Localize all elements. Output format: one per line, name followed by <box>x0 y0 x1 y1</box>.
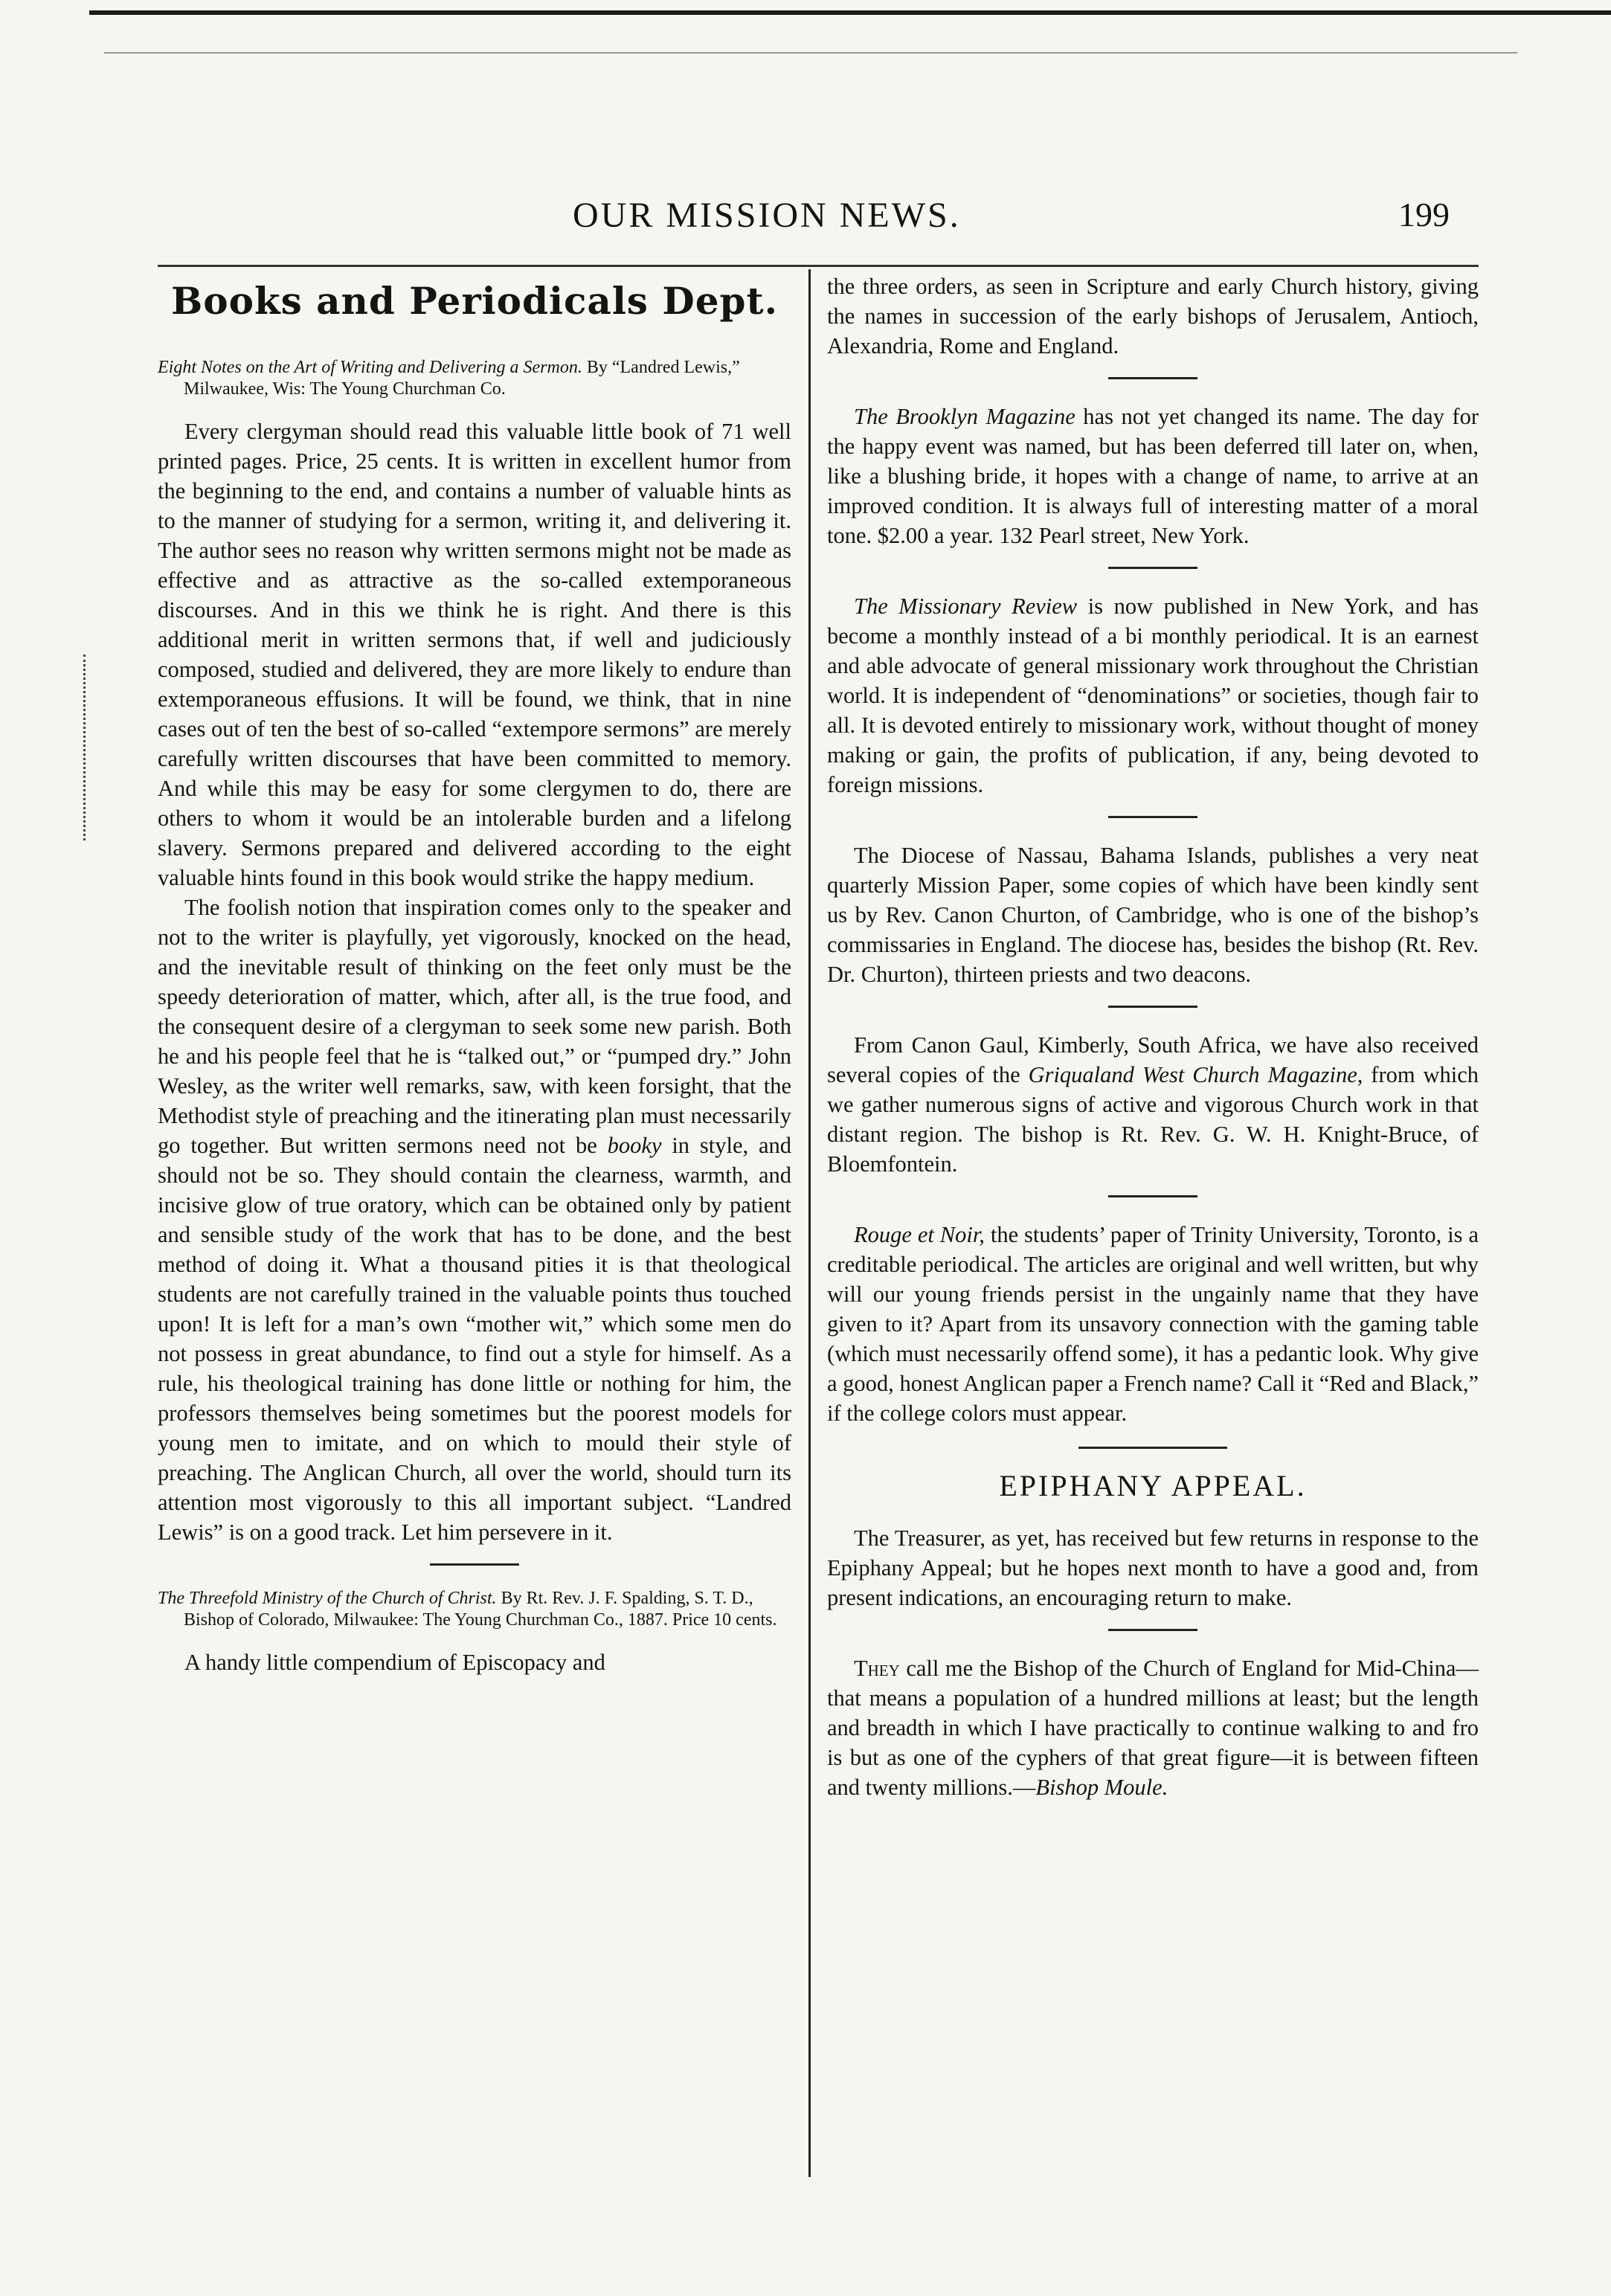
review1-para2 <box>158 893 791 1547</box>
epiphany-text: The Treasurer, as yet, has received but few returns in response to the Epiphany Appeal; but he hopes next month to have a good and, from present indications, an encouraging return to make. <box>827 1525 1479 1610</box>
griqualand-note <box>827 1030 1479 1179</box>
griqualand-text-before: From Canon Gaul, Kimberly, South Africa, we have also received several copies of the <box>827 1032 1479 1087</box>
moule-text: call me the Bishop of the Church of England for Mid-China—that means a population of a hundred millions at least; but the length and breadth in which I have practically to continue walking to and fro is but as one of the cyphers of that great figure—it is between fifteen and twenty millions.— <box>827 1656 1479 1800</box>
separator <box>430 1563 519 1566</box>
running-head <box>0 195 1611 247</box>
review2-continuation: the three orders, as seen in Scripture and early Church history, giving the names in succession of the early bishops of Jerusalem, Antioch, Alexandria, Rome and England. <box>827 274 1479 358</box>
review1-para2-b: in style, and should not be so. They should contain the clearness, warmth, and incisive glow of true oratory, which can be obtained only by patient and sensible study of the work that has to be done, and the best method of doing it. What a thousand pities it is that theological students are not carefully trained in the valuable points thus touched upon! It is left for a man’s own “mother wit,” which some men do not possess in great abundance, to find out a style for himself. As a rule, his theological training has done little or nothing for him, the professors themselves being sometimes but the poorest models for young men to imitate, and on which to mould their style of preaching. The Anglican Church, all over the world, should turn its attention most vigorously to this all important subject. “Landred Lewis” is on a good track. Let him persevere in it. <box>158 1133 792 1545</box>
review2-para-start: A handy little compendium of Episcopacy and <box>184 1650 605 1675</box>
review2-citation-title: The Threefold Ministry of the Church of Christ. <box>158 1589 497 1608</box>
top-border-rule <box>89 10 1611 15</box>
moule-signature: Bishop Moule. <box>1035 1775 1168 1800</box>
separator <box>1108 1195 1197 1197</box>
brooklyn-title: The Brooklyn Magazine <box>854 404 1075 429</box>
column-divider <box>808 269 811 2177</box>
review1-para1: Every clergyman should read this valuable little book of 71 well printed pages. Price, 25 cents. It is written in excellent humor from the beginning to the end, and contains a number of valuable hints as to the manner of studying for a sermon, writing it, and delivering it. The author sees no reason why written sermons might not be made as effective and as attractive as the so-called extemporaneous discourses. And in this we think he is right. And there is this additional merit in written sermons that, if well and judiciously composed, studied and delivered, they are more likely to endure than extemporaneous effusions. It will be found, we think, that in nine cases out of ten the best of so-called “extempore sermons” are merely carefully written discourses that have been committed to memory. And while this may be easy for some clergymen to do, there are others to whom it would be an intolerable burden and a lifelong slavery. Sermons prepared and delivered according to the eight valuable hints found in this book would strike the happy medium. <box>158 419 791 890</box>
right-column <box>827 271 1479 1802</box>
missionary-note <box>827 591 1479 800</box>
left-column <box>158 271 791 1677</box>
epiphany-heading: EPIPHANY APPEAL. <box>999 1469 1307 1502</box>
review2-citation <box>158 1588 791 1631</box>
missionary-text: is now published in New York, and has become a monthly instead of a bi monthly periodical. It is an earnest and able advocate of general missionary work throughout the Christian world. It is independent of “denominations” or societies, though fair to all. It is devoted entirely to missionary work, without thought of money making or gain, the profits of publication, if any, being devoted to foreign missions. <box>827 594 1479 797</box>
brooklyn-note <box>827 402 1479 550</box>
moule-quote <box>827 1653 1479 1802</box>
separator <box>1108 816 1197 818</box>
separator <box>1108 1006 1197 1008</box>
review1-citation-rest: By “Landred Lewis,” Milwaukee, Wis: The Young Churchman Co. <box>184 358 740 399</box>
running-title: OUR MISSION NEWS. <box>573 196 961 235</box>
griqualand-text-after: from which we gather numerous signs of active and vigorous Church work in that distant region. The bishop is Rt. Rev. G. W. H. Knight-Bruce, of Bloemfontein. <box>827 1062 1479 1177</box>
review1-para2-a: The foolish notion that inspiration comes only to the speaker and not to the writer is playfully, yet vigorously, knocked on the head, and the inevitable result of thinking on the feet only must be the speedy deterioration of matter, which, after all, is the true food, and the consequent desire of a clergyman to seek some new parish. Both he and his people feel that he is “talked out,” or “pumped dry.” John Wesley, as the writer well remarks, saw, with keen forsight, that the Methodist style of preaching and the itinerating plan must necessarily go together. But written sermons need not be <box>158 895 791 1158</box>
review1-citation <box>158 357 791 400</box>
rouge-title: Rouge et Noir, <box>854 1222 985 1247</box>
griqualand-title: Griqualand West Church Magazine, <box>1028 1062 1363 1087</box>
rouge-note <box>827 1220 1479 1428</box>
rouge-text: the students’ paper of Trinity University, Toronto, is a creditable periodical. The articles are original and well written, but why will our young friends persist in the ungainly name that they have given to it? Apart from its unsavory connection with the gaming table (which must necessarily offend some), it has a pedantic look. Why give a good, honest Anglican paper a French name? Call it “Red and Black,” if the college colors must appear. <box>827 1222 1479 1426</box>
brooklyn-text: has not yet changed its name. The day for the happy event was named, but has been deferred till later on, when, like a blushing bride, it hopes with a change of name, to arrive at an improved condition. It is always full of interesting matter of a moral tone. $2.00 a year. 132 Pearl street, New York. <box>827 404 1479 548</box>
review2-citation-rest: By Rt. Rev. J. F. Spalding, S. T. D., Bishop of Colorado, Milwaukee: The Young Churchman Co., 1887. Price 10 cents. <box>184 1589 777 1630</box>
margin-mark <box>83 655 90 840</box>
review1-para2-italic: booky <box>607 1133 662 1158</box>
separator <box>1078 1447 1227 1449</box>
review1-citation-title: Eight Notes on the Art of Writing and Delivering a Sermon. <box>158 358 582 377</box>
header-rule <box>158 265 1479 267</box>
missionary-title: The Missionary Review <box>854 594 1078 619</box>
section-heading: Books and Periodicals Dept. <box>170 279 778 323</box>
separator <box>1108 1629 1197 1631</box>
separator <box>1108 377 1197 379</box>
top-faint-rule <box>104 52 1517 54</box>
nassau-note: The Diocese of Nassau, Bahama Islands, publishes a very neat quarterly Mission Paper, some copies of which have been kindly sent us by Rev. Canon Churton, of Cambridge, who is one of the bishop’s commissaries in England. The diocese has, besides the bishop (Rt. Rev. Dr. Churton), thirteen priests and two deacons. <box>827 843 1479 987</box>
page-number: 199 <box>1398 196 1450 234</box>
separator <box>1108 567 1197 569</box>
moule-lead: They <box>854 1656 900 1681</box>
